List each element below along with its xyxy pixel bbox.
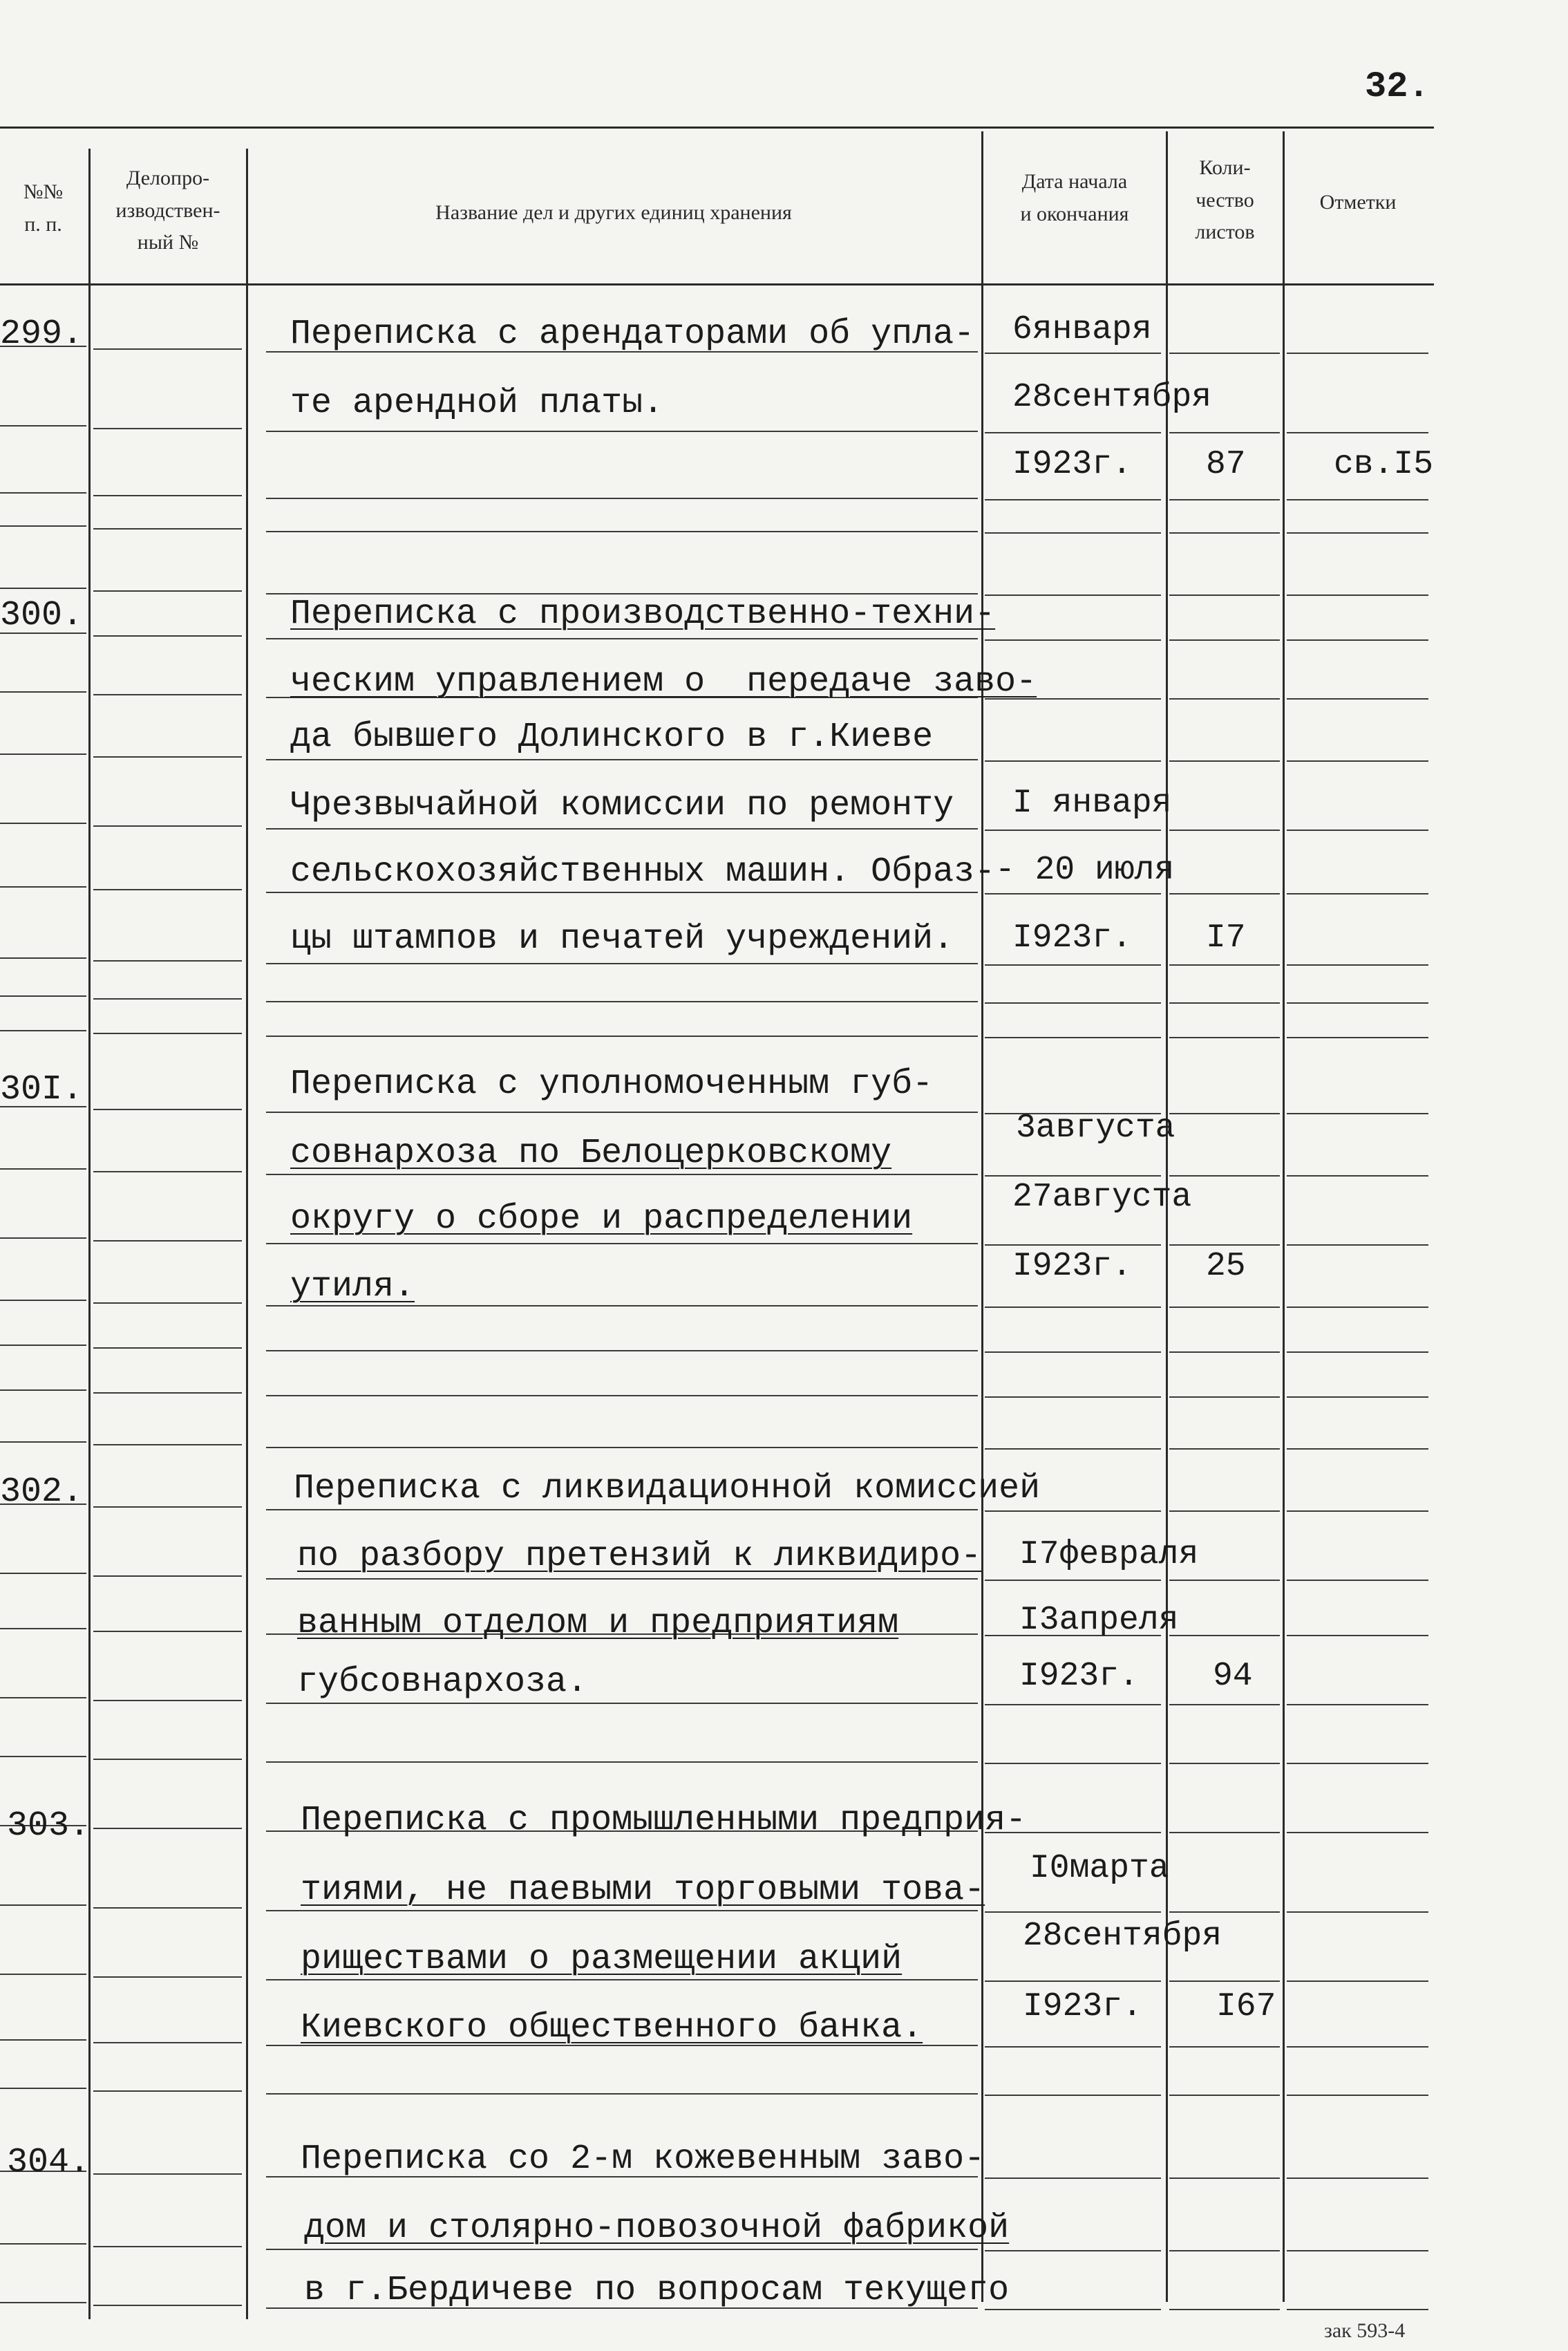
ledger-row-rule bbox=[266, 963, 978, 964]
ledger-row-rule bbox=[1287, 1832, 1428, 1833]
entry-sheet-count: I7 bbox=[1206, 919, 1246, 957]
ledger-row-rule bbox=[266, 1395, 978, 1396]
ledger-row-rule bbox=[1287, 964, 1428, 966]
ledger-row-rule bbox=[93, 998, 242, 1000]
entry-title-line: по разбору претензий к ликвидиро- bbox=[297, 1537, 982, 1576]
ledger-row-rule bbox=[1287, 2046, 1428, 2048]
entry-title-line: сельскохозяйственных машин. Образ- bbox=[290, 852, 996, 892]
entry-date: I7февраля bbox=[1019, 1536, 1199, 1573]
ledger-row-rule bbox=[1287, 1980, 1428, 1982]
ledger-row-rule bbox=[1287, 1175, 1428, 1177]
ledger-row-rule bbox=[1287, 432, 1428, 433]
header-bottom-rule bbox=[0, 283, 1434, 285]
ledger-row-rule bbox=[0, 1573, 86, 1574]
ledger-row-rule bbox=[1287, 1580, 1428, 1581]
entry-number: 299. bbox=[0, 315, 84, 354]
ledger-row-rule bbox=[93, 590, 242, 592]
ledger-row-rule bbox=[985, 2095, 1161, 2096]
ledger-row-rule bbox=[0, 1345, 86, 1346]
ledger-row-rule bbox=[985, 639, 1161, 641]
entry-date: 6января bbox=[1012, 311, 1152, 348]
ledger-row-rule bbox=[1287, 1113, 1428, 1114]
ledger-row-rule bbox=[985, 432, 1161, 433]
ledger-row-rule bbox=[985, 1037, 1161, 1038]
ledger-row-rule bbox=[0, 588, 86, 589]
ledger-row-rule bbox=[0, 1389, 86, 1391]
entry-date: 28сентября bbox=[1012, 379, 1212, 416]
ledger-row-rule bbox=[1169, 1980, 1280, 1982]
ledger-row-rule bbox=[266, 498, 978, 499]
ledger-row-rule bbox=[0, 753, 86, 755]
entry-date: 27августа bbox=[1012, 1179, 1192, 1216]
ledger-row-rule bbox=[0, 492, 86, 494]
ledger-row-rule bbox=[0, 1974, 86, 1975]
ledger-row-rule bbox=[266, 1350, 978, 1351]
ledger-row-rule bbox=[1169, 639, 1280, 641]
ledger-row-rule bbox=[985, 1306, 1161, 1308]
ledger-row-rule bbox=[1169, 1510, 1280, 1512]
ledger-row-rule bbox=[985, 1175, 1161, 1177]
entry-number: 302. bbox=[0, 1472, 84, 1512]
entry-title-line: Переписка с производственно-техни- bbox=[290, 594, 996, 634]
header-notes: Отметки bbox=[1319, 191, 1397, 214]
ledger-row-rule bbox=[93, 1302, 242, 1304]
entry-title-line: губсовнархоза. bbox=[297, 1662, 588, 1702]
entry-title-line: ческим управлением о передаче заво- bbox=[290, 662, 1037, 702]
ledger-row-rule bbox=[1287, 1635, 1428, 1636]
ledger-row-rule bbox=[1169, 1448, 1280, 1450]
ledger-row-rule bbox=[1287, 698, 1428, 700]
ledger-row-rule bbox=[1287, 1911, 1428, 1913]
header-dates: Дата начала и окончания bbox=[1020, 170, 1129, 225]
entry-title-line: дом и столярно-повозочной фабрикой bbox=[304, 2209, 1010, 2248]
ledger-row-rule bbox=[1169, 432, 1280, 433]
ledger-row-rule bbox=[1169, 1911, 1280, 1913]
entry-sheet-count: 25 bbox=[1206, 1248, 1246, 1285]
ledger-row-rule bbox=[1169, 1244, 1280, 1246]
entry-title-line: те арендной платы. bbox=[290, 384, 664, 423]
ledger-row-rule bbox=[1169, 1832, 1280, 1833]
entry-date: I0марта bbox=[1030, 1850, 1169, 1887]
ledger-row-rule bbox=[93, 1347, 242, 1349]
ledger-row-rule bbox=[93, 348, 242, 350]
ledger-row-rule bbox=[0, 823, 86, 824]
header-num: №№ п. п. bbox=[23, 180, 64, 236]
entry-number: 300. bbox=[0, 596, 84, 635]
entry-date: I3апреля bbox=[1019, 1602, 1179, 1639]
ledger-row-rule bbox=[266, 1509, 978, 1510]
ledger-row-rule bbox=[266, 431, 978, 432]
ledger-row-rule bbox=[985, 1911, 1161, 1913]
ledger-row-rule bbox=[266, 1578, 978, 1580]
ledger-row-rule bbox=[1169, 1396, 1280, 1398]
ledger-row-rule bbox=[93, 635, 242, 637]
ledger-row-rule bbox=[0, 1168, 86, 1170]
ledger-row-rule bbox=[93, 1976, 242, 1978]
entry-date: I января bbox=[1012, 785, 1172, 822]
entry-date: 3августа bbox=[1016, 1109, 1175, 1147]
ledger-row-rule bbox=[985, 2046, 1161, 2048]
ledger-row-rule bbox=[985, 1704, 1161, 1705]
ledger-row-rule bbox=[1287, 1704, 1428, 1705]
ledger-row-rule bbox=[0, 2302, 86, 2303]
ledger-row-rule bbox=[93, 1444, 242, 1445]
ledger-row-rule bbox=[1287, 1002, 1428, 1004]
entry-title-line: Переписка со 2-м кожевенным заво- bbox=[301, 2139, 985, 2179]
ledger-row-rule bbox=[985, 760, 1161, 762]
ledger-row-rule bbox=[985, 1763, 1161, 1764]
ledger-row-rule bbox=[1287, 1396, 1428, 1398]
ledger-row-rule bbox=[985, 1510, 1161, 1512]
ledger-row-rule bbox=[93, 1759, 242, 1760]
ledger-row-rule bbox=[985, 1244, 1161, 1246]
entry-date: I923г. bbox=[1023, 1988, 1142, 2025]
ledger-row-rule bbox=[266, 2249, 978, 2250]
ledger-row-rule bbox=[266, 1979, 978, 1980]
entry-title-line: округу о сборе и распределении bbox=[290, 1199, 913, 1239]
entry-title-line: тиями, не паевыми торговыми това- bbox=[301, 1871, 985, 1910]
entry-title-line: Переписка с ликвидационной комиссией bbox=[294, 1469, 1041, 1508]
ledger-row-rule bbox=[1287, 532, 1428, 534]
entry-date: I923г. bbox=[1012, 446, 1132, 483]
ledger-row-rule bbox=[985, 2177, 1161, 2179]
ledger-row-rule bbox=[1169, 893, 1280, 894]
ledger-row-rule bbox=[0, 1030, 86, 1031]
ledger-row-rule bbox=[93, 1828, 242, 1829]
ledger-row-rule bbox=[1287, 1510, 1428, 1512]
ledger-row-rule bbox=[1287, 830, 1428, 831]
entry-title-line: в г.Бердичеве по вопросам текущего bbox=[304, 2271, 1010, 2310]
ledger-row-rule bbox=[1169, 1704, 1280, 1705]
ledger-row-rule bbox=[985, 1002, 1161, 1004]
ledger-row-rule bbox=[1169, 2046, 1280, 2048]
ledger-row-rule bbox=[0, 1441, 86, 1443]
entry-date: 28сентября bbox=[1023, 1918, 1222, 1955]
ledger-row-rule bbox=[0, 1904, 86, 1906]
entry-title-line: Киевского общественного банка. bbox=[301, 2008, 923, 2048]
ledger-row-rule bbox=[985, 353, 1161, 354]
ledger-row-rule bbox=[1169, 1113, 1280, 1114]
ledger-row-rule bbox=[1169, 698, 1280, 700]
ledger-row-rule bbox=[1287, 594, 1428, 596]
ledger-row-rule bbox=[0, 1756, 86, 1757]
ledger-row-rule bbox=[93, 528, 242, 530]
ledger-row-rule bbox=[1287, 499, 1428, 500]
ledger-row-rule bbox=[266, 2093, 978, 2095]
ledger-row-rule bbox=[1287, 893, 1428, 894]
entry-title-line: Переписка с арендаторами об упла- bbox=[290, 315, 975, 354]
ledger-row-rule bbox=[1287, 1037, 1428, 1038]
ledger-row-rule bbox=[266, 1036, 978, 1037]
ledger-row-rule bbox=[0, 2243, 86, 2245]
ledger-row-rule bbox=[266, 892, 978, 893]
col-divider-3 bbox=[981, 131, 983, 2302]
ledger-row-rule bbox=[1169, 499, 1280, 500]
ledger-row-rule bbox=[93, 1240, 242, 1242]
entry-title-line: Чрезвычайной комиссии по ремонту bbox=[290, 786, 954, 825]
ledger-row-rule bbox=[1287, 2250, 1428, 2251]
ledger-row-rule bbox=[1169, 2309, 1280, 2310]
ledger-row-rule bbox=[1169, 1351, 1280, 1353]
ledger-row-rule bbox=[985, 594, 1161, 596]
entry-sheet-count: 94 bbox=[1213, 1658, 1253, 1695]
ledger-row-rule bbox=[93, 825, 242, 827]
entry-number: 304. bbox=[7, 2143, 91, 2182]
entry-date: - 20 июля bbox=[995, 852, 1175, 889]
ledger-row-rule bbox=[1169, 2177, 1280, 2179]
ledger-row-rule bbox=[1169, 1580, 1280, 1581]
ledger-row-rule bbox=[1287, 2095, 1428, 2096]
ledger-row-rule bbox=[1169, 594, 1280, 596]
header-top-rule bbox=[0, 127, 1434, 129]
entry-number: 303. bbox=[7, 1806, 91, 1846]
ledger-row-rule bbox=[266, 1243, 978, 1244]
entry-notes: св.I5 bbox=[1334, 446, 1434, 483]
ledger-row-rule bbox=[0, 1237, 86, 1239]
ledger-row-rule bbox=[266, 1001, 978, 1002]
ledger-row-rule bbox=[93, 2305, 242, 2306]
entry-title-line: Переписка с промышленными предприя- bbox=[301, 1801, 1027, 1840]
entry-title-line: да бывшего Долинского в г.Киеве bbox=[290, 718, 934, 757]
ledger-row-rule bbox=[985, 1580, 1161, 1581]
ledger-row-rule bbox=[1287, 353, 1428, 354]
ledger-row-rule bbox=[0, 1697, 86, 1698]
entry-title-line: цы штампов и печатей учреждений. bbox=[290, 919, 954, 959]
ledger-row-rule bbox=[1287, 1244, 1428, 1246]
col-divider-5 bbox=[1283, 131, 1285, 2302]
header-sheet-count: Коли- чество листов bbox=[1195, 156, 1255, 243]
ledger-row-rule bbox=[0, 1300, 86, 1301]
ledger-row-rule bbox=[266, 1761, 978, 1763]
header-office-num: Делопро- изводствен- ный № bbox=[115, 167, 220, 254]
ledger-row-rule bbox=[266, 638, 978, 639]
ledger-row-rule bbox=[0, 2039, 86, 2041]
ledger-row-rule bbox=[985, 964, 1161, 966]
entry-sheet-count: 87 bbox=[1206, 446, 1246, 483]
col-divider-1 bbox=[88, 149, 91, 2319]
ledger-row-rule bbox=[1169, 1175, 1280, 1177]
ledger-row-rule bbox=[93, 2090, 242, 2092]
ledger-row-rule bbox=[1169, 1763, 1280, 1764]
ledger-row-rule bbox=[266, 1112, 978, 1113]
ledger-row-rule bbox=[0, 886, 86, 888]
ledger-row-rule bbox=[266, 828, 978, 830]
ledger-row-rule bbox=[1169, 830, 1280, 831]
ledger-row-rule bbox=[1169, 964, 1280, 966]
ledger-row-rule bbox=[1287, 1351, 1428, 1353]
entry-number: 30I. bbox=[0, 1070, 84, 1109]
ledger-row-rule bbox=[985, 1396, 1161, 1398]
entry-title-line: Переписка с уполномоченным губ- bbox=[290, 1065, 934, 1104]
ledger-row-rule bbox=[1169, 1037, 1280, 1038]
ledger-row-rule bbox=[266, 1174, 978, 1175]
ledger-row-rule bbox=[93, 756, 242, 758]
entry-date: I923г. bbox=[1012, 1248, 1132, 1285]
ledger-row-rule bbox=[985, 2250, 1161, 2251]
col-divider-4 bbox=[1166, 131, 1168, 2302]
entry-date: I923г. bbox=[1019, 1658, 1139, 1695]
ledger-row-rule bbox=[0, 525, 86, 527]
ledger-row-rule bbox=[985, 1448, 1161, 1450]
ledger-row-rule bbox=[93, 1575, 242, 1577]
ledger-row-rule bbox=[93, 1033, 242, 1034]
ledger-row-rule bbox=[93, 1109, 242, 1110]
ledger-row-rule bbox=[266, 1910, 978, 1911]
ledger-row-rule bbox=[93, 1631, 242, 1632]
ledger-row-rule bbox=[1287, 2177, 1428, 2179]
ledger-row-rule bbox=[1287, 1306, 1428, 1308]
entry-title-line: утиля. bbox=[290, 1267, 415, 1306]
ledger-row-rule bbox=[266, 1703, 978, 1704]
entry-date: I923г. bbox=[1012, 919, 1132, 957]
ledger-row-rule bbox=[985, 1980, 1161, 1982]
ledger-row-rule bbox=[93, 694, 242, 695]
ledger-row-rule bbox=[985, 2309, 1161, 2310]
header-title: Название дел и других единиц хранения bbox=[435, 201, 792, 224]
page-number: 32. bbox=[1365, 66, 1430, 107]
ledger-row-rule bbox=[985, 893, 1161, 894]
ledger-row-rule bbox=[1169, 1002, 1280, 1004]
ledger-row-rule bbox=[93, 1907, 242, 1909]
entry-title-line: риществами о размещении акций bbox=[301, 1940, 903, 1979]
ledger-row-rule bbox=[1287, 1763, 1428, 1764]
ledger-row-rule bbox=[1169, 353, 1280, 354]
ledger-row-rule bbox=[93, 889, 242, 890]
ledger-row-rule bbox=[93, 1700, 242, 1701]
ledger-row-rule bbox=[985, 532, 1161, 534]
ledger-row-rule bbox=[985, 499, 1161, 500]
ledger-row-rule bbox=[93, 428, 242, 429]
ledger-row-rule bbox=[0, 691, 86, 693]
ledger-row-rule bbox=[1169, 2250, 1280, 2251]
entry-sheet-count: I67 bbox=[1216, 1988, 1276, 2025]
ledger-row-rule bbox=[1169, 532, 1280, 534]
ledger-row-rule bbox=[0, 995, 86, 997]
ledger-row-rule bbox=[93, 1506, 242, 1508]
ledger-row-rule bbox=[1287, 760, 1428, 762]
ledger-row-rule bbox=[266, 1447, 978, 1448]
ledger-row-rule bbox=[1169, 760, 1280, 762]
ledger-row-rule bbox=[0, 2088, 86, 2089]
ledger-row-rule bbox=[93, 960, 242, 962]
ledger-row-rule bbox=[1287, 1448, 1428, 1450]
print-order-code: зак 593-4 bbox=[1324, 2319, 1406, 2342]
ledger-row-rule bbox=[1169, 1635, 1280, 1636]
ledger-row-rule bbox=[266, 531, 978, 532]
ledger-row-rule bbox=[1169, 2095, 1280, 2096]
ledger-row-rule bbox=[0, 425, 86, 427]
ledger-row-rule bbox=[93, 495, 242, 496]
ledger-row-rule bbox=[93, 1392, 242, 1394]
ledger-row-rule bbox=[985, 1351, 1161, 1353]
ledger-row-rule bbox=[93, 1171, 242, 1172]
ledger-row-rule bbox=[1287, 639, 1428, 641]
ledger-row-rule bbox=[266, 759, 978, 760]
entry-title-line: ванным отделом и предприятиям bbox=[297, 1604, 899, 1643]
entry-title-line: совнархоза по Белоцерковскому bbox=[290, 1134, 892, 1173]
ledger-row-rule bbox=[93, 2246, 242, 2247]
ledger-row-rule bbox=[1287, 2309, 1428, 2310]
ledger-row-rule bbox=[1169, 1306, 1280, 1308]
ledger-row-rule bbox=[93, 2042, 242, 2043]
col-divider-2 bbox=[246, 149, 248, 2319]
ledger-row-rule bbox=[985, 830, 1161, 831]
ledger-row-rule bbox=[0, 1628, 86, 1629]
ledger-row-rule bbox=[93, 2173, 242, 2175]
ledger-row-rule bbox=[0, 957, 86, 959]
